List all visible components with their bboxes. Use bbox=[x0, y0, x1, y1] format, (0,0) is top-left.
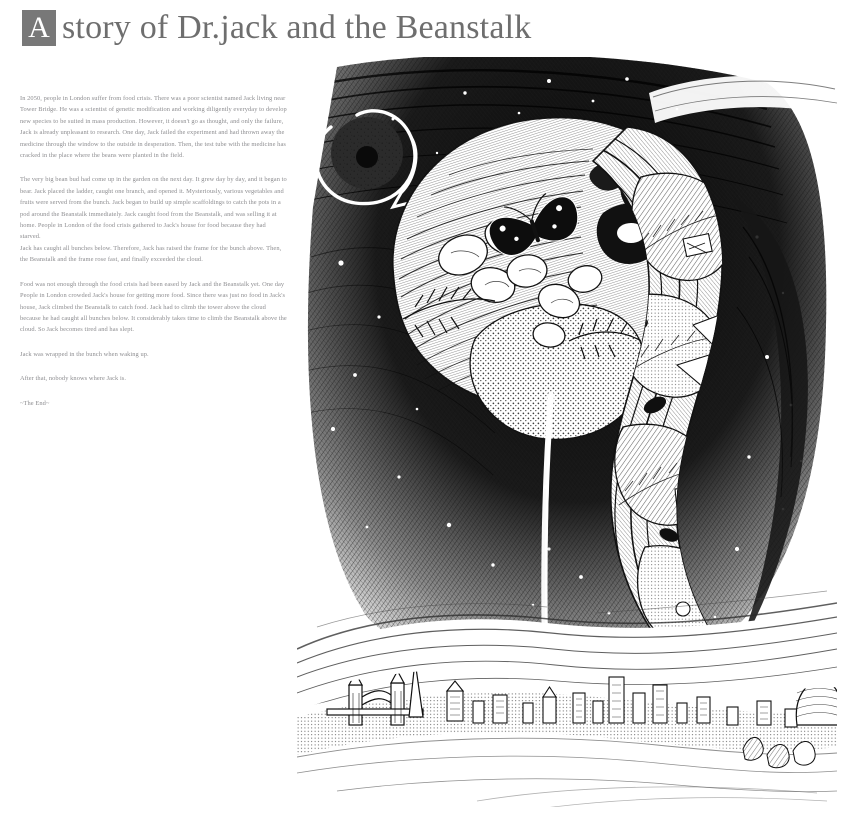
story-paragraph-4: Food was not enough through the food crisis had been eased by Jack and the Beanstalk yet. One day People in London crowded Jack's house for getting more food. Since there was just no food in Jack's house, Jack climbed the Beanstalk to catch food. Jack had to climb the tower above the cloud because he had caught all bunches below. It considerably takes time to climb the Beanstalk above the cloud. So Jack becomes tired and has slept. bbox=[20, 280, 287, 334]
story-paragraph-end: ~The End~ bbox=[20, 399, 50, 407]
story-text-column bbox=[20, 93, 288, 422]
story-paragraph-2: The very big bean bud had come up in the garden on the next day. It grew day by day, and it began to bear. Jack placed the ladder, caught one branch, and opened it. Mysteriously, various vegetables and fruits were served from the bunch. Jack began to build up simple scaffoldings to catch the pots in a pod around the Beanstalk immediately. Jack caught food from the Beanstalk, and was selling it at home. People in London of the food crisis gathered to Jack's house for food because they had starved. bbox=[20, 176, 287, 241]
beanstalk-illustration bbox=[297, 57, 837, 807]
page-title bbox=[22, 4, 531, 52]
drop-cap-letter: A bbox=[22, 10, 56, 46]
page-title-text: story of Dr.jack and the Beanstalk bbox=[62, 9, 532, 46]
story-paragraph-6: After that, nobody knows where Jack is. bbox=[20, 375, 127, 383]
story-paragraph-3: Jack has caught all bunches below. Therefore, Jack has raised the frame for the bunch above. Then, the Beanstalk and the frame rose fast, and finally exceeded the cloud. bbox=[20, 244, 282, 264]
story-paragraph-1: In 2050, people in London suffer from food crisis. There was a poor scientist named Jack living near Tower Bridge. He was a scientist of genetic modification and working diligently everyday to develop new species to be suited in mass production. However, it doesn't go as thought, and only the failure, Jack is already unpleasant to research. One day, Jack failed the experiment and had thrown away the medicine through the window to the outside in desperation. Then, the test tube with the medicine has cracked in the place where the beans were planted in the field. bbox=[20, 95, 287, 160]
story-paragraph-5: Jack was wrapped in the bunch when waking up. bbox=[20, 350, 149, 358]
